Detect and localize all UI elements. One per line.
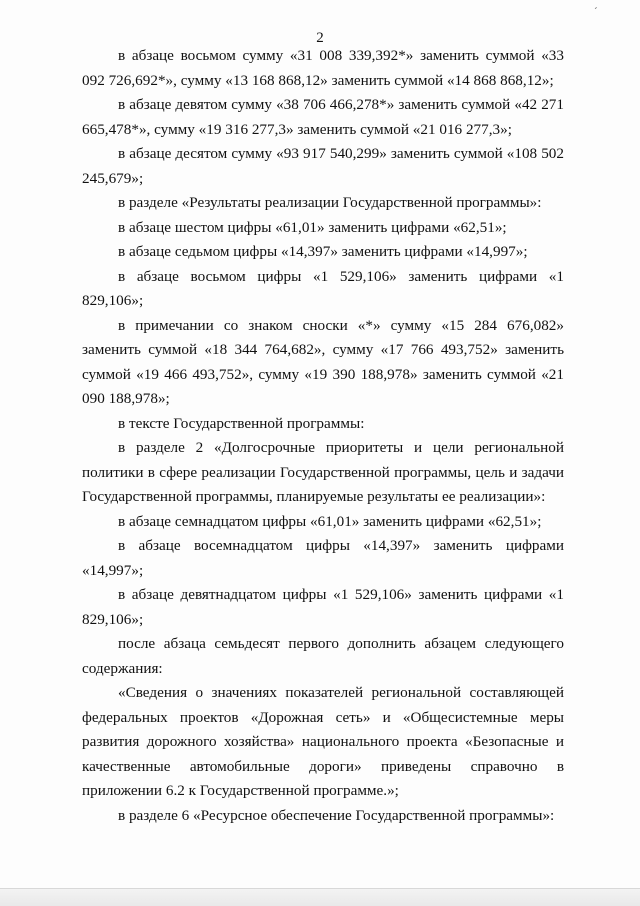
paragraph-6: в абзаце седьмом цифры «14,397» заменить цифрами «14,997»; — [118, 243, 528, 260]
scan-bottom-edge — [0, 888, 640, 906]
document-body — [82, 44, 564, 828]
paragraph-1: в абзаце восьмом сумму «31 008 339,392*» заменить суммой «33 092 726,692*», сумму «13 168 868,12» заменить суммой «14 868 868,12»; — [82, 47, 564, 89]
paragraph-12: в абзаце восемнадцатом цифры «14,397» заменить цифрами «14,997»; — [82, 537, 564, 579]
paragraph-14: после абзаца семьдесят первого дополнить абзацем следующего содержания: — [82, 635, 564, 677]
paragraph-4: в разделе «Результаты реализации Государственной программы»: — [118, 194, 542, 211]
paragraph-7: в абзаце восьмом цифры «1 529,106» заменить цифрами «1 829,106»; — [82, 267, 564, 309]
paragraph-2: в абзаце девятом сумму «38 706 466,278*» заменить суммой «42 271 665,478*», сумму «19 316 277,3» заменить суммой «21 016 277,3»; — [82, 96, 564, 138]
paragraph-9: в тексте Государственной программы: — [118, 414, 365, 432]
paragraph-13: в абзаце девятнадцатом цифры «1 529,106» заменить цифрами «1 829,106»; — [82, 586, 564, 628]
paragraph-3: в абзаце десятом сумму «93 917 540,299» заменить суммой «108 502 245,679»; — [82, 145, 564, 187]
corner-mark: ´ — [594, 6, 598, 18]
paragraph-10: в разделе 2 «Долгосрочные приоритеты и цели региональной политики в сфере реализации Государственной программы, цель и задачи Государственной программы, планируемые результаты ее реализации»: — [82, 439, 564, 505]
page-number: 2 — [316, 30, 324, 46]
paragraph-16: в разделе 6 «Ресурсное обеспечение Государственной программы»: — [118, 806, 555, 824]
paragraph-15: «Сведения о значениях показателей региональной составляющей федеральных проектов «Дорожная сеть» и «Общесистемные меры развития дорожного хозяйства» национального проекта «Безопасные и качественные автомобильные дороги» приведены справочно в приложении 6.2 к Государственной программе.»; — [82, 684, 564, 799]
paragraph-11: в абзаце семнадцатом цифры «61,01» заменить цифрами «62,51»; — [118, 512, 542, 530]
paragraph-5: в абзаце шестом цифры «61,01» заменить цифрами «62,51»; — [118, 218, 507, 236]
paragraph-8: в примечании со знаком сноски «*» сумму «15 284 676,082» заменить суммой «18 344 764,682», сумму «17 766 493,752» заменить суммой «19 466 493,752», сумму «19 390 188,978» заменить суммой «21 090 188,978»; — [82, 316, 564, 407]
